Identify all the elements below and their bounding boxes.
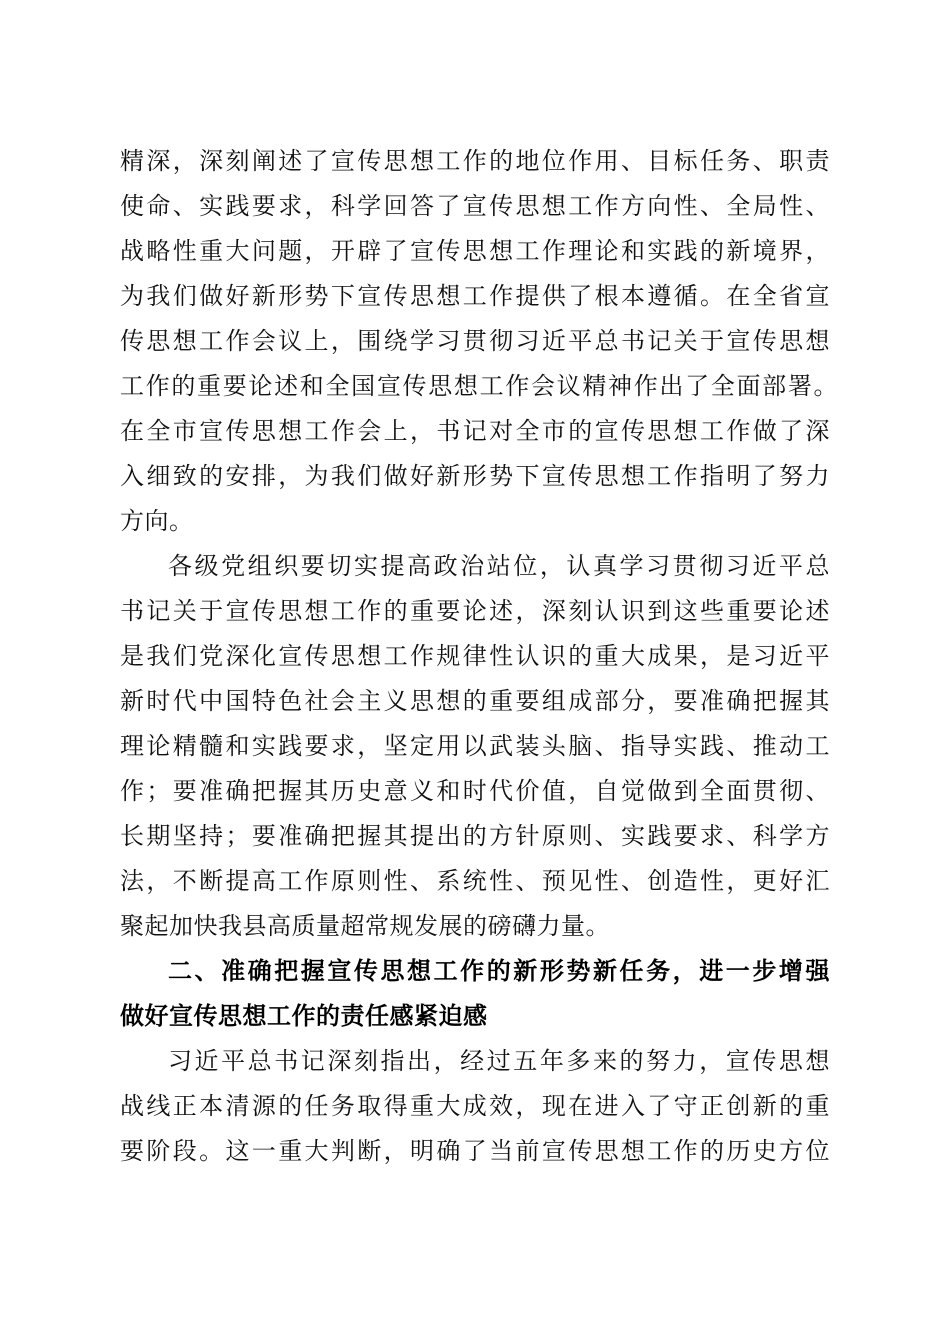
- paragraph-first-line: 各级党组织要切实提高政治站位，认真学习贯彻习近平总: [168, 552, 830, 580]
- text-line: 使命、实践要求，科学回答了宣传思想工作方向性、全局性、: [120, 192, 830, 220]
- text-line: 书记关于宣传思想工作的重要论述，深刻认识到这些重要论述: [120, 597, 830, 625]
- text-line: 作；要准确把握其历史意义和时代价值，自觉做到全面贯彻、: [120, 777, 830, 805]
- text-line: 精深，深刻阐述了宣传思想工作的地位作用、目标任务、职责: [120, 147, 830, 175]
- section-heading: 二、准确把握宣传思想工作的新形势新任务，进一步增强: [168, 957, 830, 985]
- text-line: 新时代中国特色社会主义思想的重要组成部分，要准确把握其: [120, 687, 830, 715]
- text-line: 方向。: [120, 507, 194, 535]
- text-line: 入细致的安排，为我们做好新形势下宣传思想工作指明了努力: [120, 462, 830, 490]
- text-line: 法，不断提高工作原则性、系统性、预见性、创造性，更好汇: [120, 867, 830, 895]
- text-line: 聚起加快我县高质量超常规发展的磅礴力量。: [120, 912, 610, 940]
- text-line: 长期坚持；要准确把握其提出的方针原则、实践要求、科学方: [120, 822, 830, 850]
- text-line: 为我们做好新形势下宣传思想工作提供了根本遵循。在全省宣: [120, 282, 830, 310]
- text-line: 要阶段。这一重大判断，明确了当前宣传思想工作的历史方位: [120, 1137, 830, 1165]
- section-heading: 做好宣传思想工作的责任感紧迫感: [120, 1002, 488, 1030]
- paragraph-first-line: 习近平总书记深刻指出，经过五年多来的努力，宣传思想: [168, 1047, 830, 1075]
- text-line: 工作的重要论述和全国宣传思想工作会议精神作出了全面部署。: [120, 372, 838, 400]
- text-line: 战线正本清源的任务取得重大成效，现在进入了守正创新的重: [120, 1092, 830, 1120]
- text-line: 理论精髓和实践要求，坚定用以武装头脑、指导实践、推动工: [120, 732, 830, 760]
- text-line: 在全市宣传思想工作会上，书记对全市的宣传思想工作做了深: [120, 417, 830, 445]
- text-line: 战略性重大问题，开辟了宣传思想工作理论和实践的新境界，: [120, 237, 830, 265]
- text-line: 是我们党深化宣传思想工作规律性认识的重大成果，是习近平: [120, 642, 830, 670]
- text-line: 传思想工作会议上，围绕学习贯彻习近平总书记关于宣传思想: [120, 327, 830, 355]
